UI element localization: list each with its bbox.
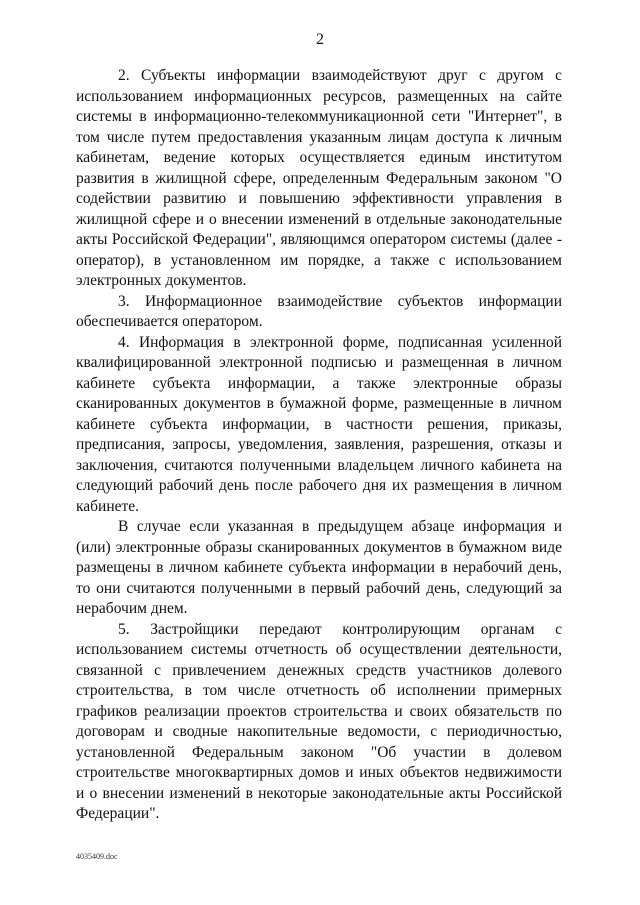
paragraph-2: 2. Субъекты информации взаимодействуют друг с другом с использованием информационных ресурсов, размещенных на сайте системы в информационно-телекоммуникационной сети "Интернет", в том числе путем предоставления указанным лицам доступа к личным кабинетам, ведение которых осуществляется единым институтом развития в жилищной сфере, определенным Федеральным законом "О содействии развитию и повышению эффективности управления в жилищной сфере и о внесении изменений в отдельные законодательные акты Российской Федерации", являющимся оператором системы (далее - оператор), в установленном им порядке, а также с использованием электронных документов.	[76, 67, 562, 289]
paragraph-4: 4. Информация в электронной форме, подписанная усиленной квалифицированной электронной подписью и размещенная в личном кабинете субъекта информации, а также электронные образы сканированных документов в бумажной форме, размещенные в личном кабинете субъекта информации, в частности решения, приказы, предписания, запросы, уведомления, заявления, разрешения, отказы и заключения, считаются полученными владельцем личного кабинета на следующий рабочий день после рабочего дня их размещения в личном кабинете.	[76, 333, 562, 515]
paragraph-4-continued: В случае если указанная в предыдущем абзаце информация и (или) электронные образы сканированных документов в бумажном виде размещены в личном кабинете субъекта информации в нерабочий день, то они считаются полученными в первый рабочий день, следующий за нерабочим днем.	[76, 518, 562, 617]
paragraph-3: 3. Информационное взаимодействие субъектов информации обеспечивается оператором.	[76, 292, 562, 330]
document-body	[76, 66, 562, 825]
footer-doc-id: 4035409.doc	[76, 852, 118, 861]
paragraph-5: 5. Застройщики передают контролирующим органам с использованием системы отчетность об осуществлении деятельности, связанной с привлечением денежных средств участников долевого строительства, в том числе отчетность об исполнении примерных графиков реализации проектов строительства и своих обязательств по договорам и сводные накопительные ведомости, с периодичностью, установленной Федеральным законом "Об участии в долевом строительстве многоквартирных домов и иных объектов недвижимости и о внесении изменений в некоторые законодательные акты Российской Федерации".	[76, 620, 562, 822]
page-number: 2	[316, 31, 324, 48]
